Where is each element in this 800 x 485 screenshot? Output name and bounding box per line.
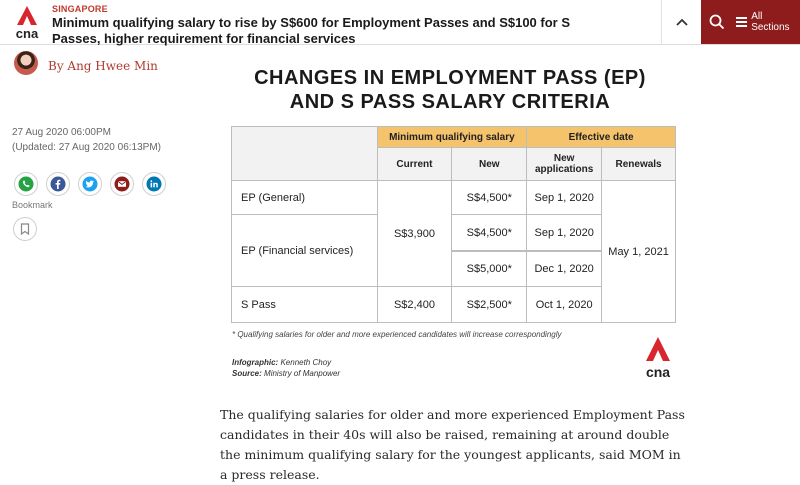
credit-infographic: Kenneth Choy bbox=[280, 358, 332, 367]
new-salary-cell: S$4,500* bbox=[452, 181, 527, 215]
new-salary-cell: S$5,000* bbox=[452, 252, 527, 287]
whatsapp-icon bbox=[18, 176, 34, 192]
share-twitter-button[interactable] bbox=[78, 172, 102, 196]
new-salary-cell: S$2,500* bbox=[452, 287, 527, 323]
new-application-date-cell: Sep 1, 2020 bbox=[527, 215, 602, 251]
twitter-icon bbox=[82, 176, 98, 192]
menu-icon bbox=[736, 15, 747, 29]
table-corner bbox=[232, 127, 378, 181]
top-header bbox=[0, 0, 800, 45]
header-article-title: Minimum qualifying salary to rise by S$600 for Employment Passes and S$100 for S Passes, higher requirement for financial services bbox=[52, 15, 571, 46]
header-new: New bbox=[452, 148, 527, 181]
pass-type-cell: EP (Financial services) bbox=[232, 215, 378, 287]
table-row bbox=[232, 181, 676, 215]
share-facebook-button[interactable] bbox=[46, 172, 70, 196]
header-effective-date: Effective date bbox=[527, 127, 676, 148]
facebook-icon bbox=[50, 176, 66, 192]
updated-date: (Updated: 27 Aug 2020 06:13PM) bbox=[12, 142, 161, 153]
infographic-title-line1: CHANGES IN EMPLOYMENT PASS (EP) bbox=[254, 67, 646, 89]
credit-source-label: Source: bbox=[232, 369, 262, 378]
share-linkedin-button[interactable] bbox=[142, 172, 166, 196]
linkedin-icon bbox=[146, 176, 162, 192]
search-icon bbox=[709, 14, 725, 30]
infographic-credits bbox=[232, 357, 340, 379]
section-link[interactable]: SINGAPORE bbox=[52, 4, 108, 14]
share-bar bbox=[14, 172, 174, 196]
infographic-title-line2: AND S PASS SALARY CRITERIA bbox=[289, 91, 611, 113]
bookmark-label: Bookmark bbox=[12, 200, 53, 210]
header-current: Current bbox=[377, 148, 452, 181]
share-whatsapp-button[interactable] bbox=[14, 172, 38, 196]
new-application-date-cell: Oct 1, 2020 bbox=[527, 287, 602, 323]
header-min-salary: Minimum qualifying salary bbox=[377, 127, 527, 148]
chevron-up-icon bbox=[676, 18, 688, 26]
share-email-button[interactable] bbox=[110, 172, 134, 196]
bookmark-icon bbox=[20, 223, 30, 235]
cna-logo[interactable] bbox=[10, 5, 44, 41]
header-renewals: Renewals bbox=[602, 148, 676, 181]
header-new-applications: New applications bbox=[527, 148, 602, 181]
published-date: 27 Aug 2020 06:00PM bbox=[12, 127, 111, 138]
infographic-title bbox=[220, 66, 680, 114]
salary-criteria-table bbox=[231, 126, 676, 323]
all-sections-button[interactable] bbox=[733, 0, 800, 44]
email-icon bbox=[114, 176, 130, 192]
publish-dates bbox=[12, 125, 161, 155]
bookmark-button[interactable] bbox=[13, 217, 37, 241]
ep-current-salary-cell: S$3,900 bbox=[377, 181, 452, 287]
current-salary-cell: S$2,400 bbox=[377, 287, 452, 323]
credit-source: Ministry of Manpower bbox=[264, 369, 341, 378]
collapse-button[interactable] bbox=[661, 0, 702, 44]
author-avatar bbox=[14, 51, 38, 75]
watermark-wordmark: cna bbox=[645, 364, 671, 380]
article-paragraph: The qualifying salaries for older and more experienced Employment Pass candidates in their 40s will also be raised, remaining at around double the minimum qualifying salary for the youngest applicants, said MOM in a press release. bbox=[220, 407, 685, 482]
author-byline[interactable]: By Ang Hwee Min bbox=[48, 59, 158, 73]
new-salary-cell: S$4,500* bbox=[452, 215, 527, 251]
logo-wordmark: cna bbox=[15, 26, 39, 41]
all-sections-label: All Sections bbox=[751, 11, 790, 33]
table-footnote: * Qualifying salaries for older and more experienced candidates will increase correspondingly bbox=[232, 330, 562, 339]
cna-watermark-logo bbox=[640, 336, 676, 380]
credit-infographic-label: Infographic: bbox=[232, 358, 279, 367]
new-application-date-cell: Sep 1, 2020 bbox=[527, 181, 602, 215]
new-application-date-cell: Dec 1, 2020 bbox=[527, 252, 602, 287]
pass-type-cell: EP (General) bbox=[232, 181, 378, 215]
search-button[interactable] bbox=[701, 0, 733, 44]
renewals-date-cell: May 1, 2021 bbox=[602, 181, 676, 323]
pass-type-cell: S Pass bbox=[232, 287, 378, 323]
